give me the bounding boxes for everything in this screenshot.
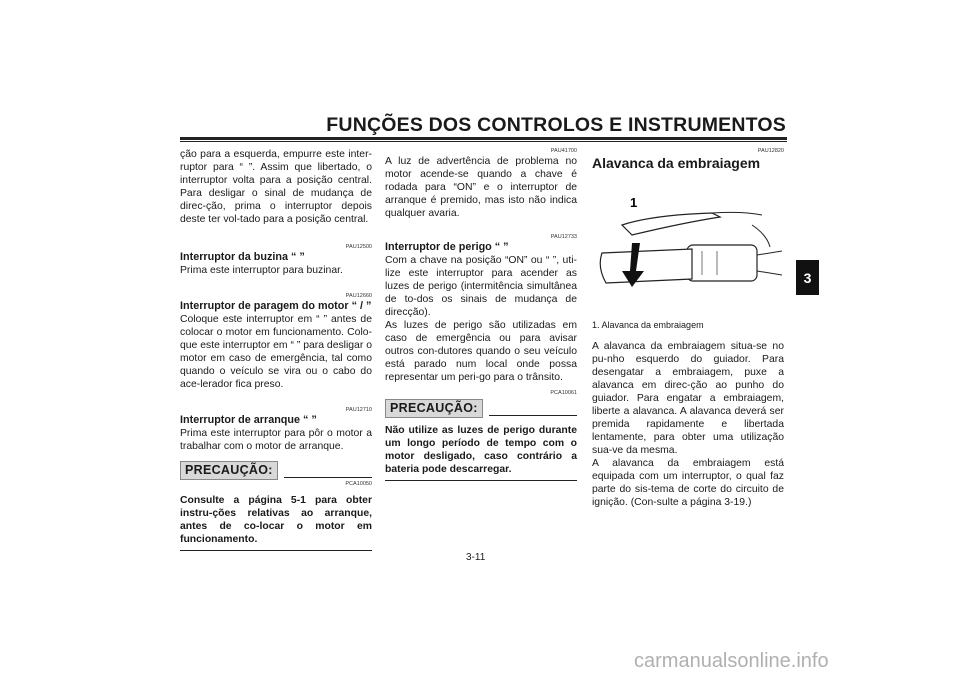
clutch-figure: [592, 175, 784, 315]
stop-code: PAU12660: [345, 293, 372, 299]
caution-code-2: PCA10061: [550, 390, 577, 396]
clutch-text-1: A alavanca da embraiagem situa-se no pu-nho esquerdo do guiador. Para desengatar a embraiagem, puxe a alavanca em direc-ção ao punho do guiador. Para engatar a embraiagem, liberte a alavanca. A alavanca deverá ser premida rapidamente e libertada lentamente, para obter uma utilização sua-ve da mesma.: [592, 341, 784, 456]
clutch-title: Alavanca da embraiagem: [592, 155, 761, 171]
caution-text-2: Não utilize as luzes de perigo durante um longo período de tempo com o motor desligado, caso contrário a bateria pode descarregar.: [385, 424, 577, 481]
hazard-code: PAU12733: [550, 234, 577, 240]
warning-text: A luz de advertência de problema no motor acende-se quando a chave é rodada para “ON” e o interruptor de arranque é premido, mas isto não indica qualquer avaria.: [385, 156, 577, 219]
page-number: 3-11: [466, 552, 486, 563]
figure-caption: 1. Alavanca da embraiagem: [592, 320, 704, 330]
column-3: [592, 148, 784, 509]
caution-rule-2: [489, 415, 577, 416]
clutch-lever-illustration: [592, 175, 784, 315]
intro-paragraph: ção para a esquerda, empurre este inter-ruptor para “ ”. Assim que libertado, o interruptor volta para a posição central. Para desligar o sinal de mudança de direc-ção, prima o interruptor depois deste ter vol-tado para a posição central.: [180, 149, 372, 225]
watermark: carmanualsonline.info: [634, 650, 829, 672]
clutch-code: PAU12820: [757, 148, 784, 154]
caution-label-2: PRECAUÇÃO:: [385, 399, 483, 418]
stop-title: Interruptor de paragem do motor “ / ”: [180, 300, 372, 312]
title-rule: [180, 137, 787, 140]
caution-code: PCA10050: [345, 481, 372, 487]
caution-rule: [284, 477, 372, 478]
horn-title: Interruptor da buzina “ ”: [180, 251, 305, 263]
hazard-text-1: Com a chave na posição “ON” ou “ ”, uti-lize este interruptor para acender as luzes de perigo (intermitência simultânea de to-dos os sinais de mudança de direcção).: [385, 255, 577, 318]
horn-text: Prima este interruptor para buzinar.: [180, 265, 343, 276]
stop-text: Coloque este interruptor em “ ” antes de colocar o motor em funcionamento. Colo-que este interruptor em “ ” para desligar o motor em caso de emergência, tal como quando o veículo se vira ou o cabo do ace-lerador fica preso.: [180, 314, 372, 390]
caution-text: Consulte a página 5-1 para obter instru-ções relativas ao arranque, antes de co-locar o motor em funcionamento.: [180, 494, 372, 551]
caution-label: PRECAUÇÃO:: [180, 461, 278, 480]
horn-code: PAU12500: [345, 244, 372, 250]
title-rule-thin: [180, 141, 787, 142]
hazard-text-2: As luzes de perigo são utilizadas em caso de emergência ou para avisar outros con-dutores quando o seu veículo está parado num local onde possa representar um peri-go para o trânsito.: [385, 320, 577, 383]
page-title: FUNÇÕES DOS CONTROLOS E INSTRUMENTOS: [326, 114, 786, 136]
column-1: [180, 148, 372, 551]
chapter-tab: 3: [796, 260, 819, 295]
figure-label: 1: [630, 195, 638, 210]
start-text: Prima este interruptor para pôr o motor a trabalhar com o motor de arranque.: [180, 428, 372, 452]
warning-code: PAU41700: [550, 148, 577, 154]
hazard-title: Interruptor de perigo “ ”: [385, 241, 509, 253]
clutch-text-2: A alavanca da embraiagem está equipada com um interruptor, o qual faz parte do sis-tema de corte do circuito de ignição. (Con-sulte a página 3-19.): [592, 458, 784, 508]
column-2: [385, 148, 577, 481]
start-title: Interruptor de arranque “ ”: [180, 414, 317, 426]
start-code: PAU12710: [345, 407, 372, 413]
